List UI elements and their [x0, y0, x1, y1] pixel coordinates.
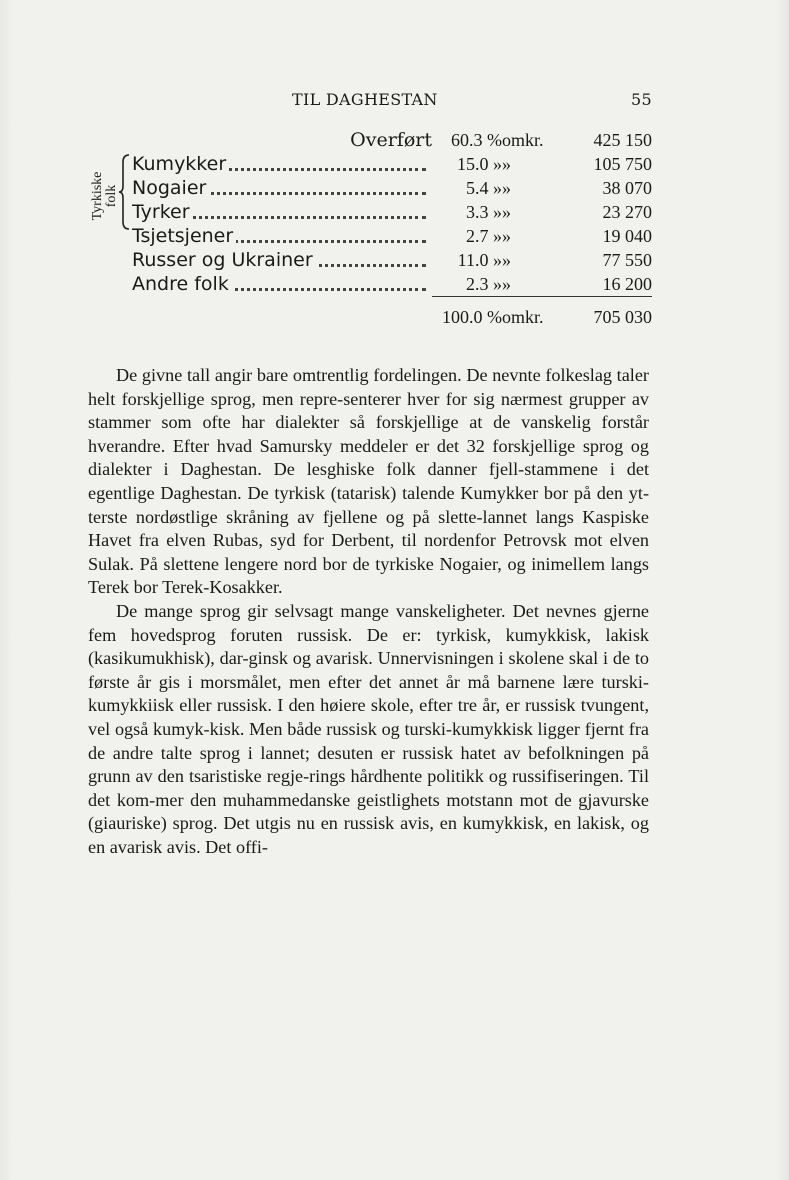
row-pct: 5.4 »: [466, 177, 502, 198]
carry-row: [132, 128, 652, 152]
row-omkr: »: [502, 249, 511, 270]
row-pct: 2.3 »: [466, 273, 502, 294]
header-title: TIL DAGHESTAN: [292, 90, 438, 109]
row-name: Tsjetsjener: [132, 225, 236, 247]
page-number: 55: [631, 90, 652, 109]
total-rule: [432, 297, 652, 306]
row-value: 16 200: [602, 273, 652, 294]
row-name: Nogaier: [132, 177, 209, 199]
table-row: [132, 200, 652, 224]
body-text: [88, 364, 649, 859]
carry-pct: 60.3 %: [451, 129, 502, 150]
carry-omkr: omkr.: [502, 129, 544, 150]
row-pct: 11.0 »: [457, 249, 502, 270]
table-row: [132, 176, 652, 200]
table-row: [132, 224, 652, 248]
row-pct: 15.0 »: [457, 153, 502, 174]
row-value: 38 070: [602, 177, 652, 198]
row-omkr: »: [502, 177, 511, 198]
total-rule-row: [132, 297, 652, 306]
group-brace: [118, 154, 130, 230]
carry-label: Overført: [350, 129, 432, 151]
row-name: Russer og Ukrainer: [132, 249, 316, 271]
row-omkr: »: [502, 201, 511, 222]
paragraph: De givne tall angir bare omtrentlig fordelingen. De nevnte folkeslag taler helt forskjellige sprog, men repre-senterer hver for sig nærmest grupper av stammer som ofte har dialekter så forskjellige at de vanskelig forstår hverandre. Efter hvad Samursky meddeler er det 32 forskjellige sprog og dialekter i Daghestan. De lesghiske folk danner fjell-stammene i det egentlige Daghestan. De tyrkisk (tatarisk) talende Kumykker bor på den yt-terste nordøstlige skråning av fjellene og på slette-lannet langs Kaspiske Havet fra elven Rubas, syd for Derbent, til nordenfor Petrovsk mot elven Sulak. På slettene lengere nord bor de tyrkiske Nogaier, og inimellem langs Terek bor Terek-Kosakker.: [88, 365, 649, 598]
population-table: [132, 128, 652, 329]
row-name: Tyrker: [132, 201, 193, 223]
row-value: 23 270: [602, 201, 652, 222]
total-pct: 100.0 %: [442, 306, 502, 327]
table-row: [132, 152, 652, 176]
total-row: [132, 305, 652, 329]
row-name: Andre folk: [132, 273, 232, 295]
row-value: 19 040: [602, 225, 652, 246]
row-name: Kumykker: [132, 153, 229, 175]
row-omkr: »: [502, 153, 511, 174]
table-row: [132, 248, 652, 272]
carry-value: 425 150: [593, 129, 652, 150]
row-pct: 3.3 »: [466, 201, 502, 222]
table-row: [132, 272, 652, 297]
row-omkr: »: [502, 273, 511, 294]
group-label-text: Tyrkiske folk: [90, 171, 119, 221]
row-pct: 2.7 »: [466, 225, 502, 246]
row-value: 105 750: [593, 153, 652, 174]
total-value: 705 030: [593, 306, 652, 327]
total-omkr: omkr.: [502, 306, 544, 327]
row-omkr: »: [502, 225, 511, 246]
row-value: 77 550: [602, 249, 652, 270]
paragraph: De mange sprog gir selvsagt mange vanskeligheter. Det nevnes gjerne fem hovedsprog foruten russisk. De er: tyrkisk, kumykkisk, lakisk (kasikumukhisk), dar-ginsk og avarisk. Unnervisningen i skolene skal i de to første år gis i morsmålet, men efter det annet år må barnene lære turski-kumykkiisk eller russisk. I den høiere skole, efter tre år, er russisk tvungent, vel også kumyk-kisk. Men både russisk og turski-kumykkisk ligger fjernt fra de andre talte sprog i lannet; desuten er russisk hatet av befolkningen på grunn av den tsaristiske regje-rings hårdhente politikk og russifiseringen. Til det kom-mer den muhammedanske geistlighets motstann mot de gjavurske (giauriske) sprog. Det utgis nu en russisk avis, en kumykkisk, en lakisk, og en avarisk avis. Det offi-: [88, 600, 649, 857]
